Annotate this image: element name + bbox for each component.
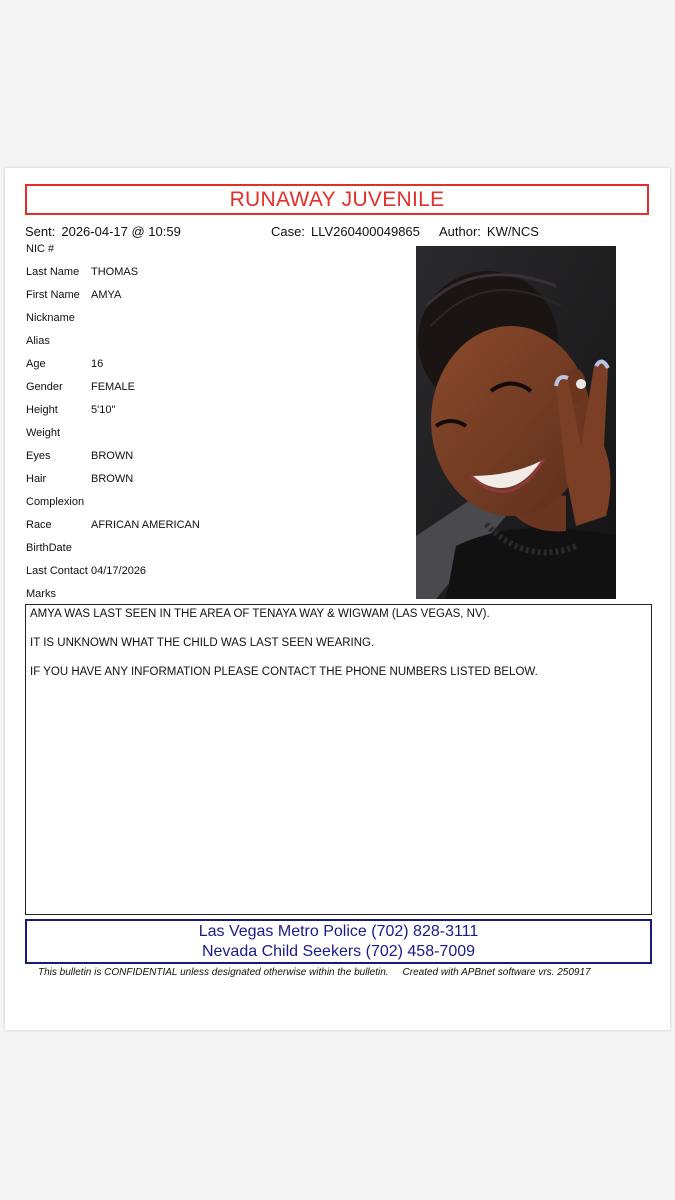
field-label: Marks [26, 588, 56, 600]
field-value: BROWN [91, 473, 134, 485]
narrative-box [25, 604, 652, 915]
person-fields [26, 243, 406, 611]
author-label: Author: [439, 224, 481, 239]
bulletin-footer [38, 967, 591, 978]
case-label: Case: [271, 224, 305, 239]
case-info [271, 224, 420, 239]
field-label: Gender [26, 381, 63, 393]
field-nickname [26, 312, 406, 335]
contact-box [25, 919, 652, 964]
author-value: KW/NCS [486, 224, 539, 239]
field-label: First Name [26, 289, 80, 301]
case-value: LLV260400049865 [310, 224, 420, 239]
contact-lvmpd: Las Vegas Metro Police (702) 828-3111 [198, 923, 479, 940]
field-value: 16 [91, 358, 104, 370]
field-eyes [26, 450, 406, 473]
field-label: Last Name [26, 266, 80, 278]
field-label: Weight [26, 427, 61, 439]
field-first-name [26, 289, 406, 312]
narrative-contact: IF YOU HAVE ANY INFORMATION PLEASE CONTACT THE PHONE NUMBERS LISTED BELOW. [30, 666, 538, 678]
field-nic [26, 243, 406, 266]
field-label: NIC # [26, 243, 55, 255]
sent-info [25, 224, 181, 239]
contact-child-seekers: Nevada Child Seekers (702) 458-7009 [201, 943, 476, 960]
field-complexion [26, 496, 406, 519]
sent-label: Sent: [25, 224, 56, 239]
field-label: Race [26, 519, 52, 531]
field-label: Eyes [26, 450, 51, 462]
subject-photo-illustration [416, 246, 616, 599]
field-height [26, 404, 406, 427]
bulletin-title: RUNAWAY JUVENILE [25, 184, 649, 215]
field-value: AMYA [91, 289, 122, 301]
field-label: Alias [26, 335, 50, 347]
field-weight [26, 427, 406, 450]
field-birthdate [26, 542, 406, 565]
subject-photo [416, 246, 616, 599]
field-value: 5'10" [91, 404, 116, 416]
field-label: Age [26, 358, 46, 370]
field-race [26, 519, 406, 542]
field-label: Hair [26, 473, 47, 485]
bulletin-sheet [5, 168, 670, 1030]
field-last-name [26, 266, 406, 289]
field-hair [26, 473, 406, 496]
field-value: BROWN [91, 450, 134, 462]
field-value: THOMAS [91, 266, 139, 278]
field-value: AFRICAN AMERICAN [91, 519, 200, 531]
field-label: Nickname [26, 312, 75, 324]
narrative-clothing: IT IS UNKNOWN WHAT THE CHILD WAS LAST SEEN WEARING. [30, 637, 375, 649]
field-value: 04/17/2026 [91, 565, 147, 577]
field-label: Last Contact [26, 565, 88, 577]
field-gender [26, 381, 406, 404]
field-label: Height [26, 404, 58, 416]
author-info [439, 224, 539, 239]
footer-confidential: This bulletin is CONFIDENTIAL unless designated otherwise within the bulletin. [38, 967, 389, 978]
field-alias [26, 335, 406, 358]
field-label: BirthDate [26, 542, 72, 554]
sent-value: 2026-04-17 @ 10:59 [61, 224, 181, 239]
field-age [26, 358, 406, 381]
footer-software: Created with APBnet software vrs. 250917 [402, 967, 591, 978]
field-last-contact [26, 565, 406, 588]
field-label: Complexion [26, 496, 85, 508]
narrative-last-seen: AMYA WAS LAST SEEN IN THE AREA OF TENAYA WAY & WIGWAM (LAS VEGAS, NV). [30, 608, 490, 620]
field-value: FEMALE [91, 381, 136, 393]
